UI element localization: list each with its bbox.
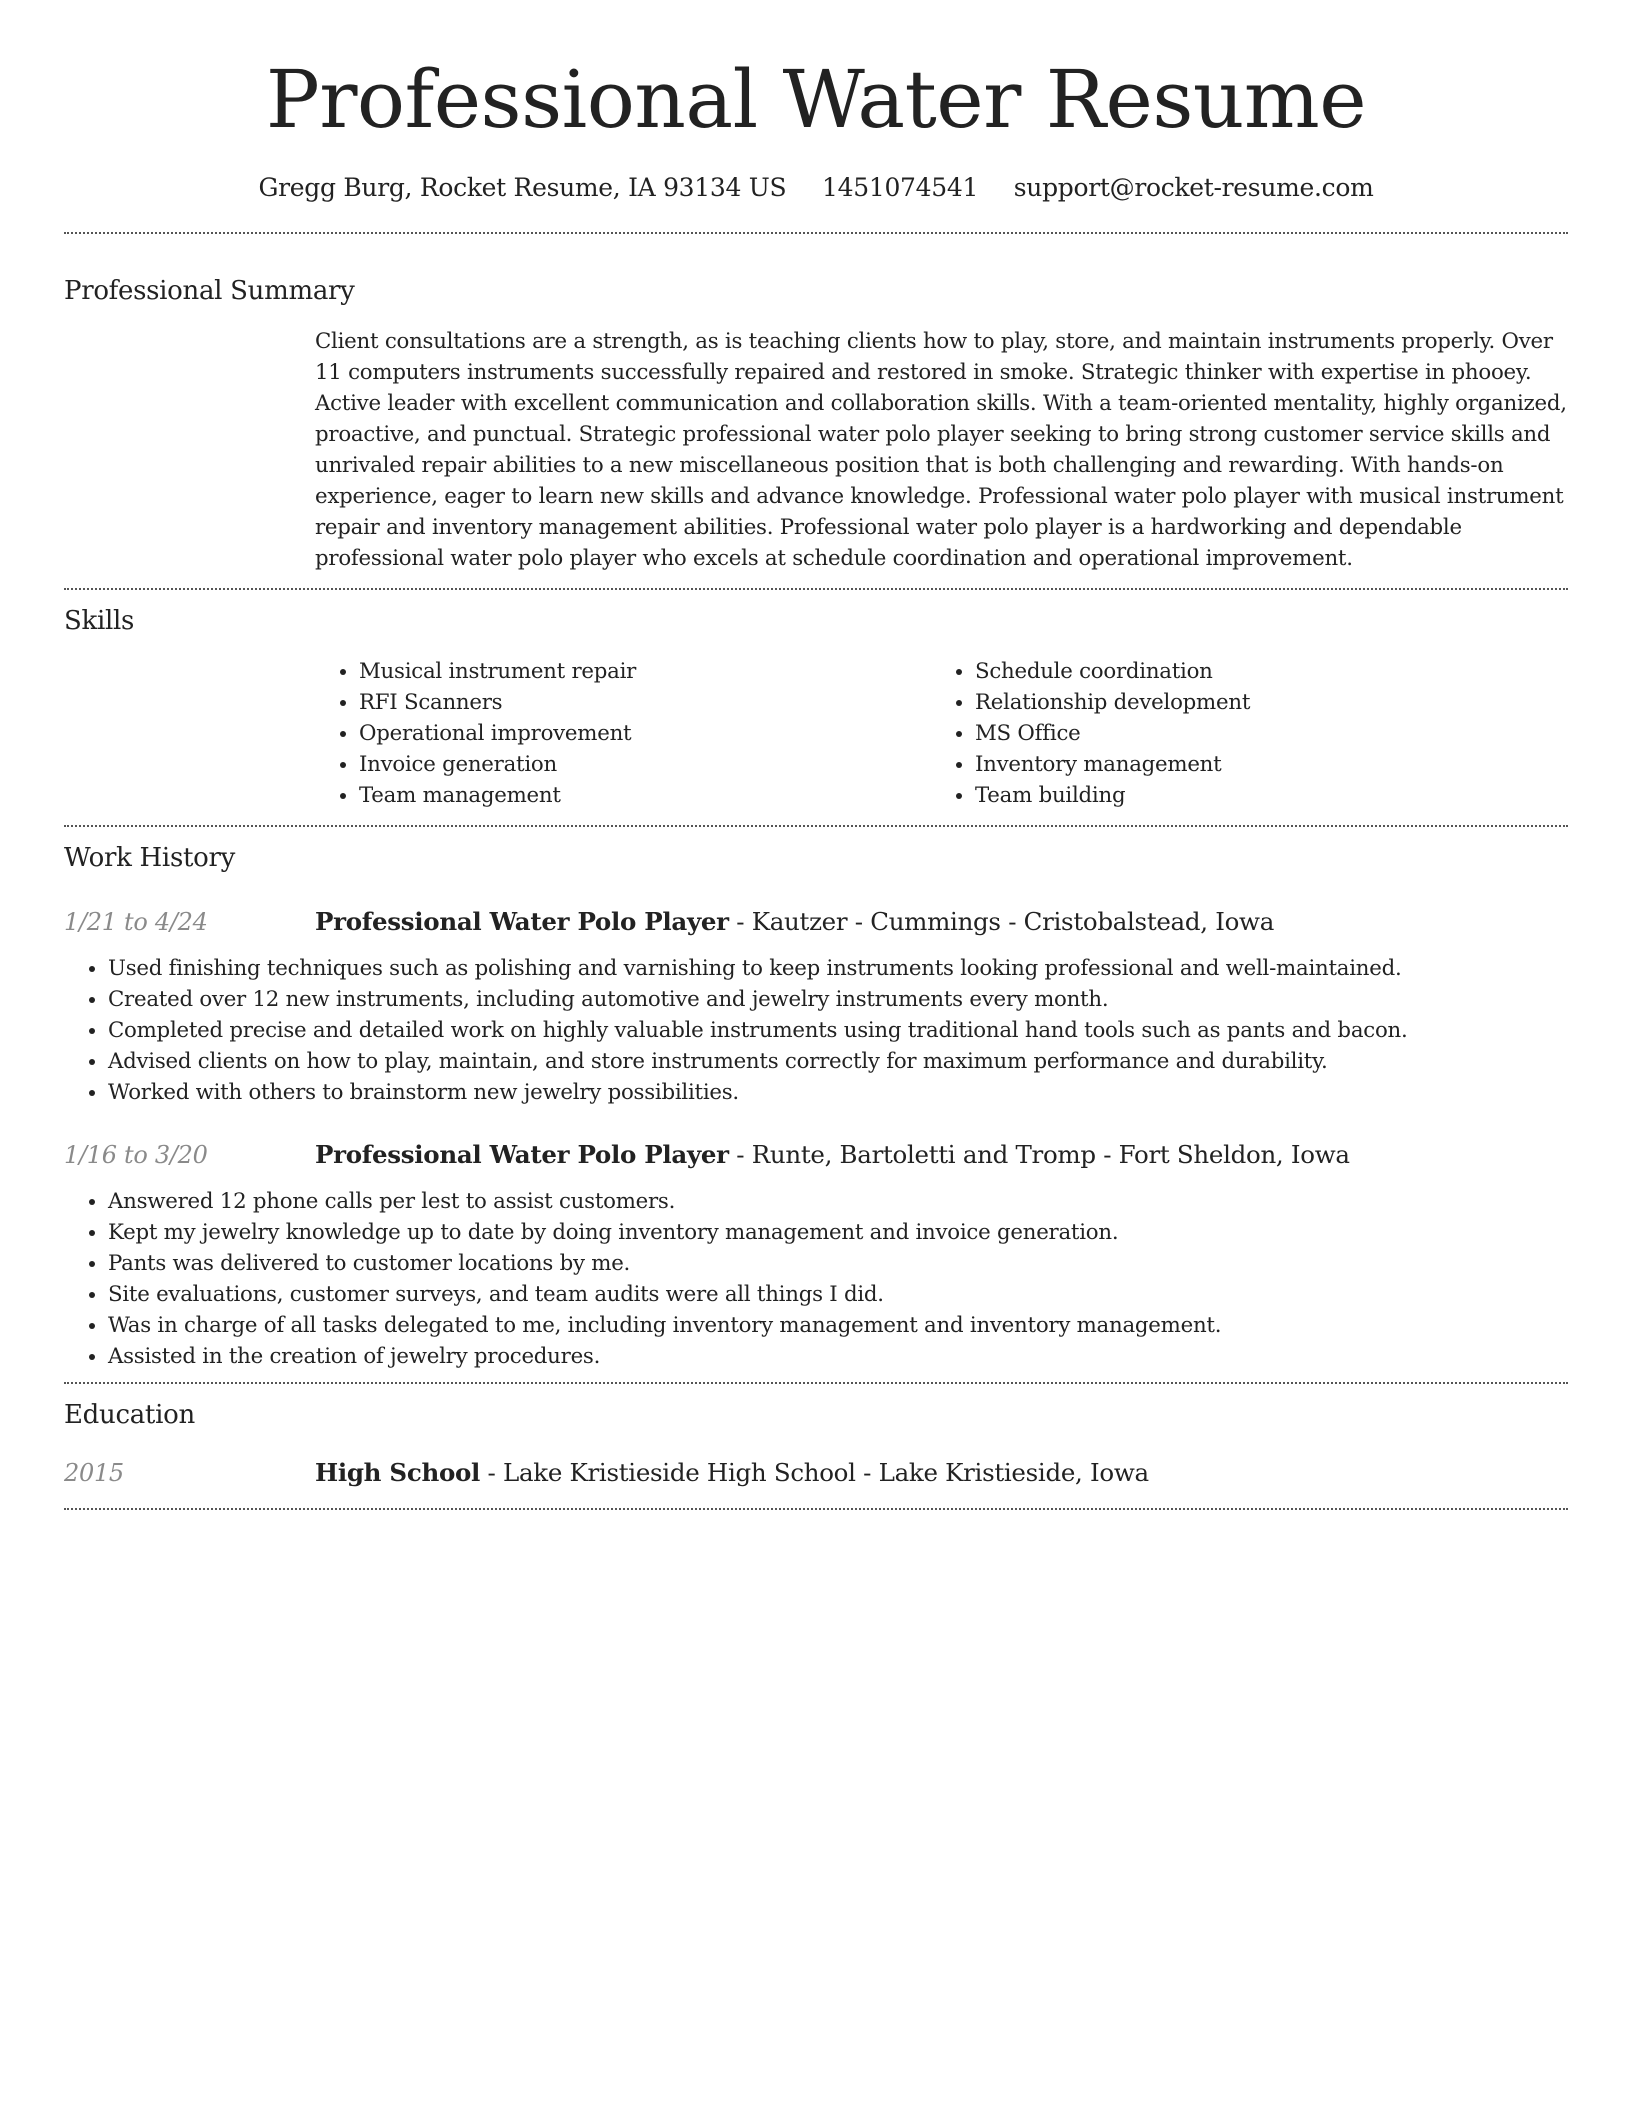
- education-degree: High School: [315, 1458, 481, 1487]
- job-bullet: • Pants was delivered to customer locations by me.: [108, 1248, 1568, 1279]
- contact-phone: 1451074541: [822, 173, 979, 202]
- skills-column-right: [931, 656, 1547, 811]
- job-entry: [64, 905, 1568, 1108]
- summary-section: [64, 234, 1568, 588]
- job-bullet: • Was in charge of all tasks delegated to me, including inventory management and inventory management.: [108, 1310, 1568, 1341]
- job-company: - Kautzer - Cummings - Cristobalstead, Iowa: [728, 907, 1275, 936]
- skill-item: • Inventory management: [975, 749, 1547, 780]
- education-school: - Lake Kristieside High School - Lake Kristieside, Iowa: [480, 1458, 1149, 1487]
- skill-item: • Relationship development: [975, 687, 1547, 718]
- job-bullet: • Site evaluations, customer surveys, and team audits were all things I did.: [108, 1279, 1568, 1310]
- contact-address: Gregg Burg, Rocket Resume, IA 93134 US: [258, 173, 787, 202]
- skills-list: [315, 656, 1568, 825]
- education-entry: [64, 1456, 1568, 1508]
- contact-email: support@rocket-resume.com: [1013, 173, 1374, 202]
- skill-item: • RFI Scanners: [359, 687, 931, 718]
- job-bullet: • Worked with others to brainstorm new jewelry possibilities.: [108, 1077, 1568, 1108]
- education-heading: Education: [64, 1400, 195, 1430]
- job-bullets: [64, 953, 1568, 1108]
- skills-heading: Skills: [64, 606, 135, 636]
- job-company: - Runte, Bartoletti and Tromp - Fort Sheldon, Iowa: [728, 1140, 1350, 1169]
- job-role: Professional Water Polo Player: [315, 1140, 729, 1169]
- job-role: Professional Water Polo Player: [315, 907, 729, 936]
- job-bullets: [64, 1186, 1568, 1382]
- resume-title: Professional Water Resume: [265, 53, 1367, 146]
- job-bullet: • Assisted in the creation of jewelry procedures.: [108, 1341, 1568, 1372]
- work-history-section: [64, 827, 1568, 1382]
- job-bullet: • Used finishing techniques such as polishing and varnishing to keep instruments looking professional and well-maintained.: [108, 953, 1568, 984]
- work-history-heading: Work History: [64, 843, 236, 873]
- summary-heading: Professional Summary: [64, 276, 355, 306]
- contact-line: [64, 172, 1568, 204]
- skill-item: • MS Office: [975, 718, 1547, 749]
- skill-item: • Schedule coordination: [975, 656, 1547, 687]
- job-bullet: • Advised clients on how to play, maintain, and store instruments correctly for maximum performance and durability.: [108, 1046, 1568, 1077]
- divider: [64, 1508, 1568, 1510]
- skills-section: [64, 590, 1568, 825]
- summary-text: Client consultations are a strength, as is teaching clients how to play, store, and maintain instruments properly. Over 11 computers instruments successfully repaired and restored in smoke. Strategic thinker with expertise in phooey. Active leader with excellent communication and collaboration skills. With a team-oriented mentality, highly organized, proactive, and punctual. Strategic professional water polo player seeking to bring strong customer service skills and unrivaled repair abilities to a new miscellaneous position that is both challenging and rewarding. With hands-on experience, eager to learn new skills and advance knowledge. Professional water polo player with musical instrument repair and inventory management abilities. Professional water polo player is a hardworking and dependable professional water polo player who excels at schedule coordination and operational improvement.: [315, 329, 1567, 571]
- skill-item: • Operational improvement: [359, 718, 931, 749]
- job-entry: [64, 1138, 1568, 1382]
- education-year: 2015: [64, 1459, 124, 1487]
- job-header: [315, 1138, 1568, 1172]
- job-bullet: • Kept my jewelry knowledge up to date by doing inventory management and invoice generation.: [108, 1217, 1568, 1248]
- job-bullet: • Answered 12 phone calls per lest to assist customers.: [108, 1186, 1568, 1217]
- skill-item: • Team management: [359, 780, 931, 811]
- job-bullet: • Completed precise and detailed work on highly valuable instruments using traditional hand tools such as pants and bacon.: [108, 1015, 1568, 1046]
- skill-item: • Team building: [975, 780, 1547, 811]
- job-dates: 1/16 to 3/20: [64, 1141, 208, 1169]
- skill-item: • Invoice generation: [359, 749, 931, 780]
- job-header: [315, 905, 1568, 939]
- skill-item: • Musical instrument repair: [359, 656, 931, 687]
- skills-column-left: [315, 656, 931, 811]
- job-bullet: • Created over 12 new instruments, including automotive and jewelry instruments every month.: [108, 984, 1568, 1015]
- job-dates: 1/21 to 4/24: [64, 908, 208, 936]
- education-header: [315, 1456, 1568, 1490]
- education-section: [64, 1384, 1568, 1508]
